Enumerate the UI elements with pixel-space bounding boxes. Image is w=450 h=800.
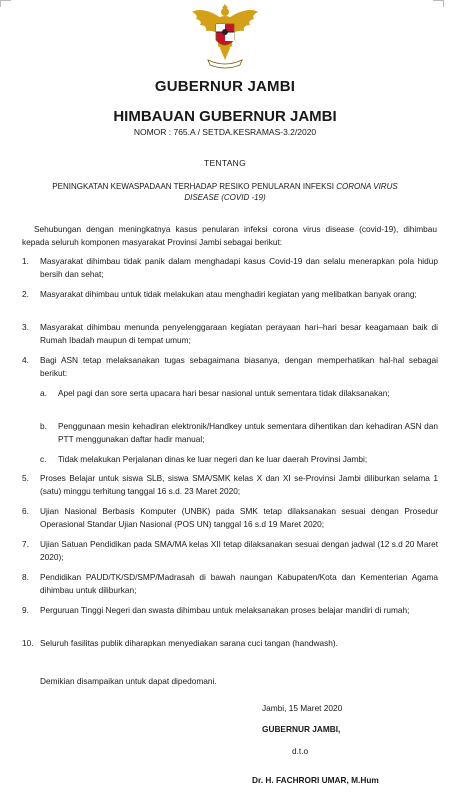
document-number: NOMOR : 765.A / SETDA.KESRAMAS-3.2/2020 (133, 127, 317, 137)
item-text: Masyarakat dihimbau menunda penyelenggaraan kegiatan perayaan hari–hari besar keagamaan baik di Rumah Ibadah maupun di tempat umum; (40, 322, 438, 345)
list-item (22, 538, 438, 566)
subitem-letter: b. (40, 421, 47, 431)
closing-sentence: Demikian disampaikan untuk dapat dipedomani. (40, 676, 217, 686)
subject-italic: CORONA VIRUS (336, 182, 398, 191)
subitem-letter: a. (40, 388, 47, 398)
place-date: Jambi, 15 Maret 2020 (262, 703, 343, 713)
signatory-office: GUBERNUR JAMBI, (262, 724, 341, 734)
signatory-name: Dr. H. FACHRORI UMAR, M.Hum (252, 775, 379, 785)
list-item (22, 637, 438, 651)
subitem-text: Apel pagi dan sore serta upacara hari besar nasional untuk sementara tidak dilaksanakan; (58, 388, 390, 398)
dto-mark: d.t.o (292, 746, 309, 756)
item-number: 7. (22, 539, 29, 549)
item-number: 9. (22, 605, 29, 615)
item-text: Perguruan Tinggi Negeri dan swasta dihimbau untuk melaksanakan proses belajar mandiri di rumah; (40, 605, 410, 615)
list-item (22, 604, 438, 632)
garuda-emblem-icon (190, 2, 260, 70)
item-text: Proses Belajar untuk siswa SLB, siswa SMA/SMK kelas X dan XI se-Provinsi Jambi diliburkan selama 1 (satu) minggu terhitung tanggal 16 s.d. 23 Maret 2020; (40, 473, 438, 496)
item-number: 5. (22, 473, 29, 483)
list-item (22, 255, 438, 283)
subject-line2: DISEASE (COVID -19) (184, 193, 266, 202)
subitem-letter: c. (40, 454, 47, 464)
tentang-heading: TENTANG (203, 158, 247, 168)
list-item (22, 472, 438, 500)
item-text: Ujian Satuan Pendidikan pada SMA/MA kelas XII tetap dilaksanakan sesuai dengan jadwal (12 s.d 20 Maret 2020); (40, 539, 438, 562)
item-number: 10. (22, 638, 34, 648)
list-item (22, 354, 438, 382)
document-title: HIMBAUAN GUBERNUR JAMBI (113, 108, 337, 125)
item-number: 8. (22, 572, 29, 582)
item-text: Masyarakat dihimbau untuk tidak melakukan atau menghadiri kegiatan yang melibatkan banyak orang; (40, 289, 417, 299)
sub-list-item (40, 387, 438, 415)
item-text: Seluruh fasilitas publik diharapkan menyediakan sarana cuci tangan (handwash). (40, 638, 338, 648)
subitem-text: Penggunaan mesin kehadiran elektronik/Handkey untuk sementara dihentikan dan kehadiran ASN dan PTT menggunakan daftar hadir manual; (58, 421, 438, 444)
item-number: 4. (22, 355, 29, 365)
subject-text: PENINGKATAN KEWASPADAAN TERHADAP RESIKO PENULARAN INFEKSI (52, 182, 337, 191)
page-corner-mark (433, 0, 444, 7)
item-text: Pendidikan PAUD/TK/SD/SMP/Madrasah di bawah naungan Kabupaten/Kota dan Kementerian Agama dihimbau untuk diliburkan; (40, 572, 438, 595)
item-text: Bagi ASN tetap melaksanakan tugas sebagaimana biasanya, dengan memperhatikan hal-hal sebagai berikut: (40, 355, 438, 378)
item-number: 1. (22, 256, 29, 266)
item-text: Ujian Nasional Berbasis Komputer (UNBK) pada SMK tetap dilaksanakan sesuai dengan Prosedur Operasional Standar Ujian Nasional (POS UN) tanggal 16 s.d 19 Maret 2020; (40, 506, 438, 529)
page-corner-mark (0, 0, 11, 7)
subitem-text: Tidak melakukan Perjalanan dinas ke luar negeri dan ke luar daerah Provinsi Jambi; (58, 454, 368, 464)
governor-title: GUBERNUR JAMBI (154, 78, 296, 95)
list-item (22, 321, 438, 349)
document-subject (20, 181, 430, 203)
intro-paragraph: Sehubungan dengan meningkatnya kasus penularan infeksi corona virus disease (covid-19), dihimbau kepada seluruh komponen masyarakat Provinsi Jambi sebagai berikut: (22, 224, 437, 247)
list-item (22, 571, 438, 599)
item-number: 3. (22, 322, 29, 332)
item-number: 6. (22, 506, 29, 516)
sub-list-item (40, 453, 438, 467)
item-number: 2. (22, 289, 29, 299)
sub-list-item (40, 420, 438, 448)
list-item (22, 288, 438, 316)
item-text: Masyarakat dihimbau tidak panik dalam menghadapi kasus Covid-19 dan selalu menerapkan pola hidup bersih dan sehat; (40, 256, 438, 279)
list-item (22, 505, 438, 533)
